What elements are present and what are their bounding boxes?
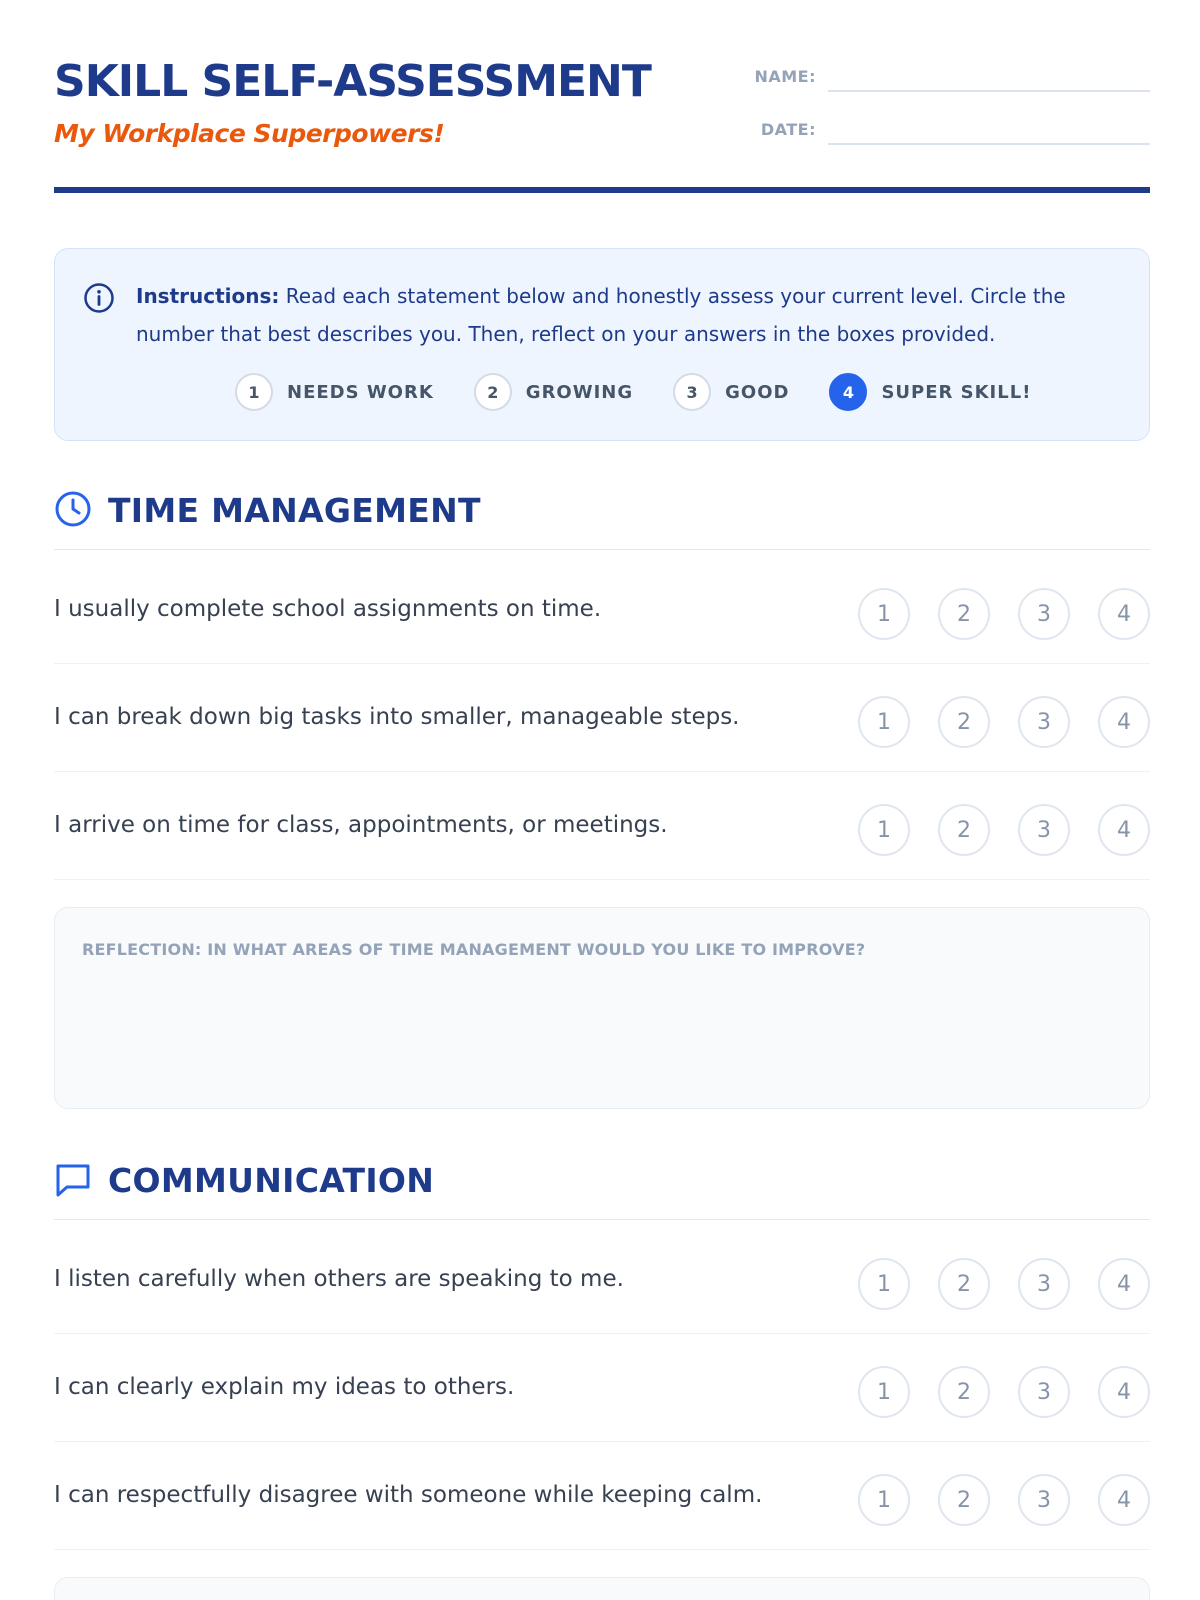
instructions-text [136,277,1126,353]
statement-text: I can respectfully disagree with someone while keeping calm. [54,1482,763,1508]
rating-option-4[interactable]: 4 [1098,1474,1150,1526]
rating-legend [235,372,1071,412]
rating-option-2[interactable]: 2 [938,696,990,748]
statement-row [54,1334,1150,1442]
rating-option-4[interactable]: 4 [1098,696,1150,748]
rating-option-4[interactable]: 4 [1098,1258,1150,1310]
rating-option-2[interactable]: 2 [938,804,990,856]
rating-option-2[interactable]: 2 [938,1474,990,1526]
rating-option-3[interactable]: 3 [1018,1258,1070,1310]
instructions-body: Read each statement below and honestly assess your current level. Circle the number that best describes you. Then, reflect on your answers in the boxes provided. [136,284,1066,346]
rating-option-2[interactable]: 2 [938,588,990,640]
reflection-box[interactable] [54,1577,1150,1600]
rating-option-3[interactable]: 3 [1018,1366,1070,1418]
legend-number: 1 [235,373,273,411]
rating-option-3[interactable]: 3 [1018,588,1070,640]
reflection-box[interactable] [54,907,1150,1109]
legend-item [474,373,633,411]
rating-options [830,1366,1150,1418]
worksheet-header [54,0,1150,194]
rating-options [830,1258,1150,1310]
page-subtitle: My Workplace Superpowers! [54,119,445,148]
rating-options [830,588,1150,640]
statement-row [54,1226,1150,1334]
section-title: COMMUNICATION [108,1161,435,1200]
statement-row [54,556,1150,664]
rating-options [830,1474,1150,1526]
rating-options [830,696,1150,748]
statement-text: I usually complete school assignments on time. [54,596,602,622]
rating-option-4[interactable]: 4 [1098,804,1150,856]
date-label: DATE: [760,120,816,139]
legend-number: 2 [474,373,512,411]
rating-option-1[interactable]: 1 [858,588,910,640]
date-field[interactable] [744,110,1150,146]
legend-label: NEEDS WORK [287,381,434,403]
legend-number: 4 [829,373,867,411]
worksheet-page [54,0,1150,1513]
page-title: SKILL SELF-ASSESSMENT [54,56,651,107]
rating-option-1[interactable]: 1 [858,1366,910,1418]
section-header-communication [54,1160,1150,1220]
rating-options [830,804,1150,856]
rating-option-3[interactable]: 3 [1018,1474,1070,1526]
section-title: TIME MANAGEMENT [108,491,481,530]
legend-number: 3 [673,373,711,411]
rating-option-1[interactable]: 1 [858,1474,910,1526]
statement-row [54,772,1150,880]
instructions-lead: Instructions: [136,284,280,308]
rating-option-1[interactable]: 1 [858,1258,910,1310]
legend-label: GOOD [725,381,790,403]
legend-item [829,373,1031,411]
rating-option-1[interactable]: 1 [858,696,910,748]
statement-text: I can clearly explain my ideas to others. [54,1374,515,1400]
instructions-box [54,248,1150,441]
statement-row [54,664,1150,772]
legend-label: GROWING [525,381,634,403]
name-label: NAME: [754,67,816,86]
legend-item [673,373,789,411]
rating-option-2[interactable]: 2 [938,1258,990,1310]
rating-option-2[interactable]: 2 [938,1366,990,1418]
statement-text: I arrive on time for class, appointments, or meetings. [54,812,668,838]
clock-icon [54,490,92,528]
legend-label: SUPER SKILL! [881,381,1032,403]
rating-option-4[interactable]: 4 [1098,1366,1150,1418]
rating-option-3[interactable]: 3 [1018,696,1070,748]
reflection-prompt: REFLECTION: IN WHAT AREAS OF TIME MANAGEMENT WOULD YOU LIKE TO IMPROVE? [82,940,866,959]
statement-row [54,1442,1150,1550]
rating-option-3[interactable]: 3 [1018,804,1070,856]
date-line[interactable] [828,143,1150,145]
rating-option-4[interactable]: 4 [1098,588,1150,640]
rating-option-1[interactable]: 1 [858,804,910,856]
legend-item [235,373,434,411]
statement-text: I listen carefully when others are speaking to me. [54,1266,624,1292]
section-header-time-management [54,490,1150,550]
name-field[interactable] [744,57,1150,93]
statement-text: I can break down big tasks into smaller, manageable steps. [54,704,740,730]
info-icon [83,282,115,314]
speech-bubble-icon [54,1160,92,1198]
header-divider [54,187,1150,193]
name-line[interactable] [828,90,1150,92]
